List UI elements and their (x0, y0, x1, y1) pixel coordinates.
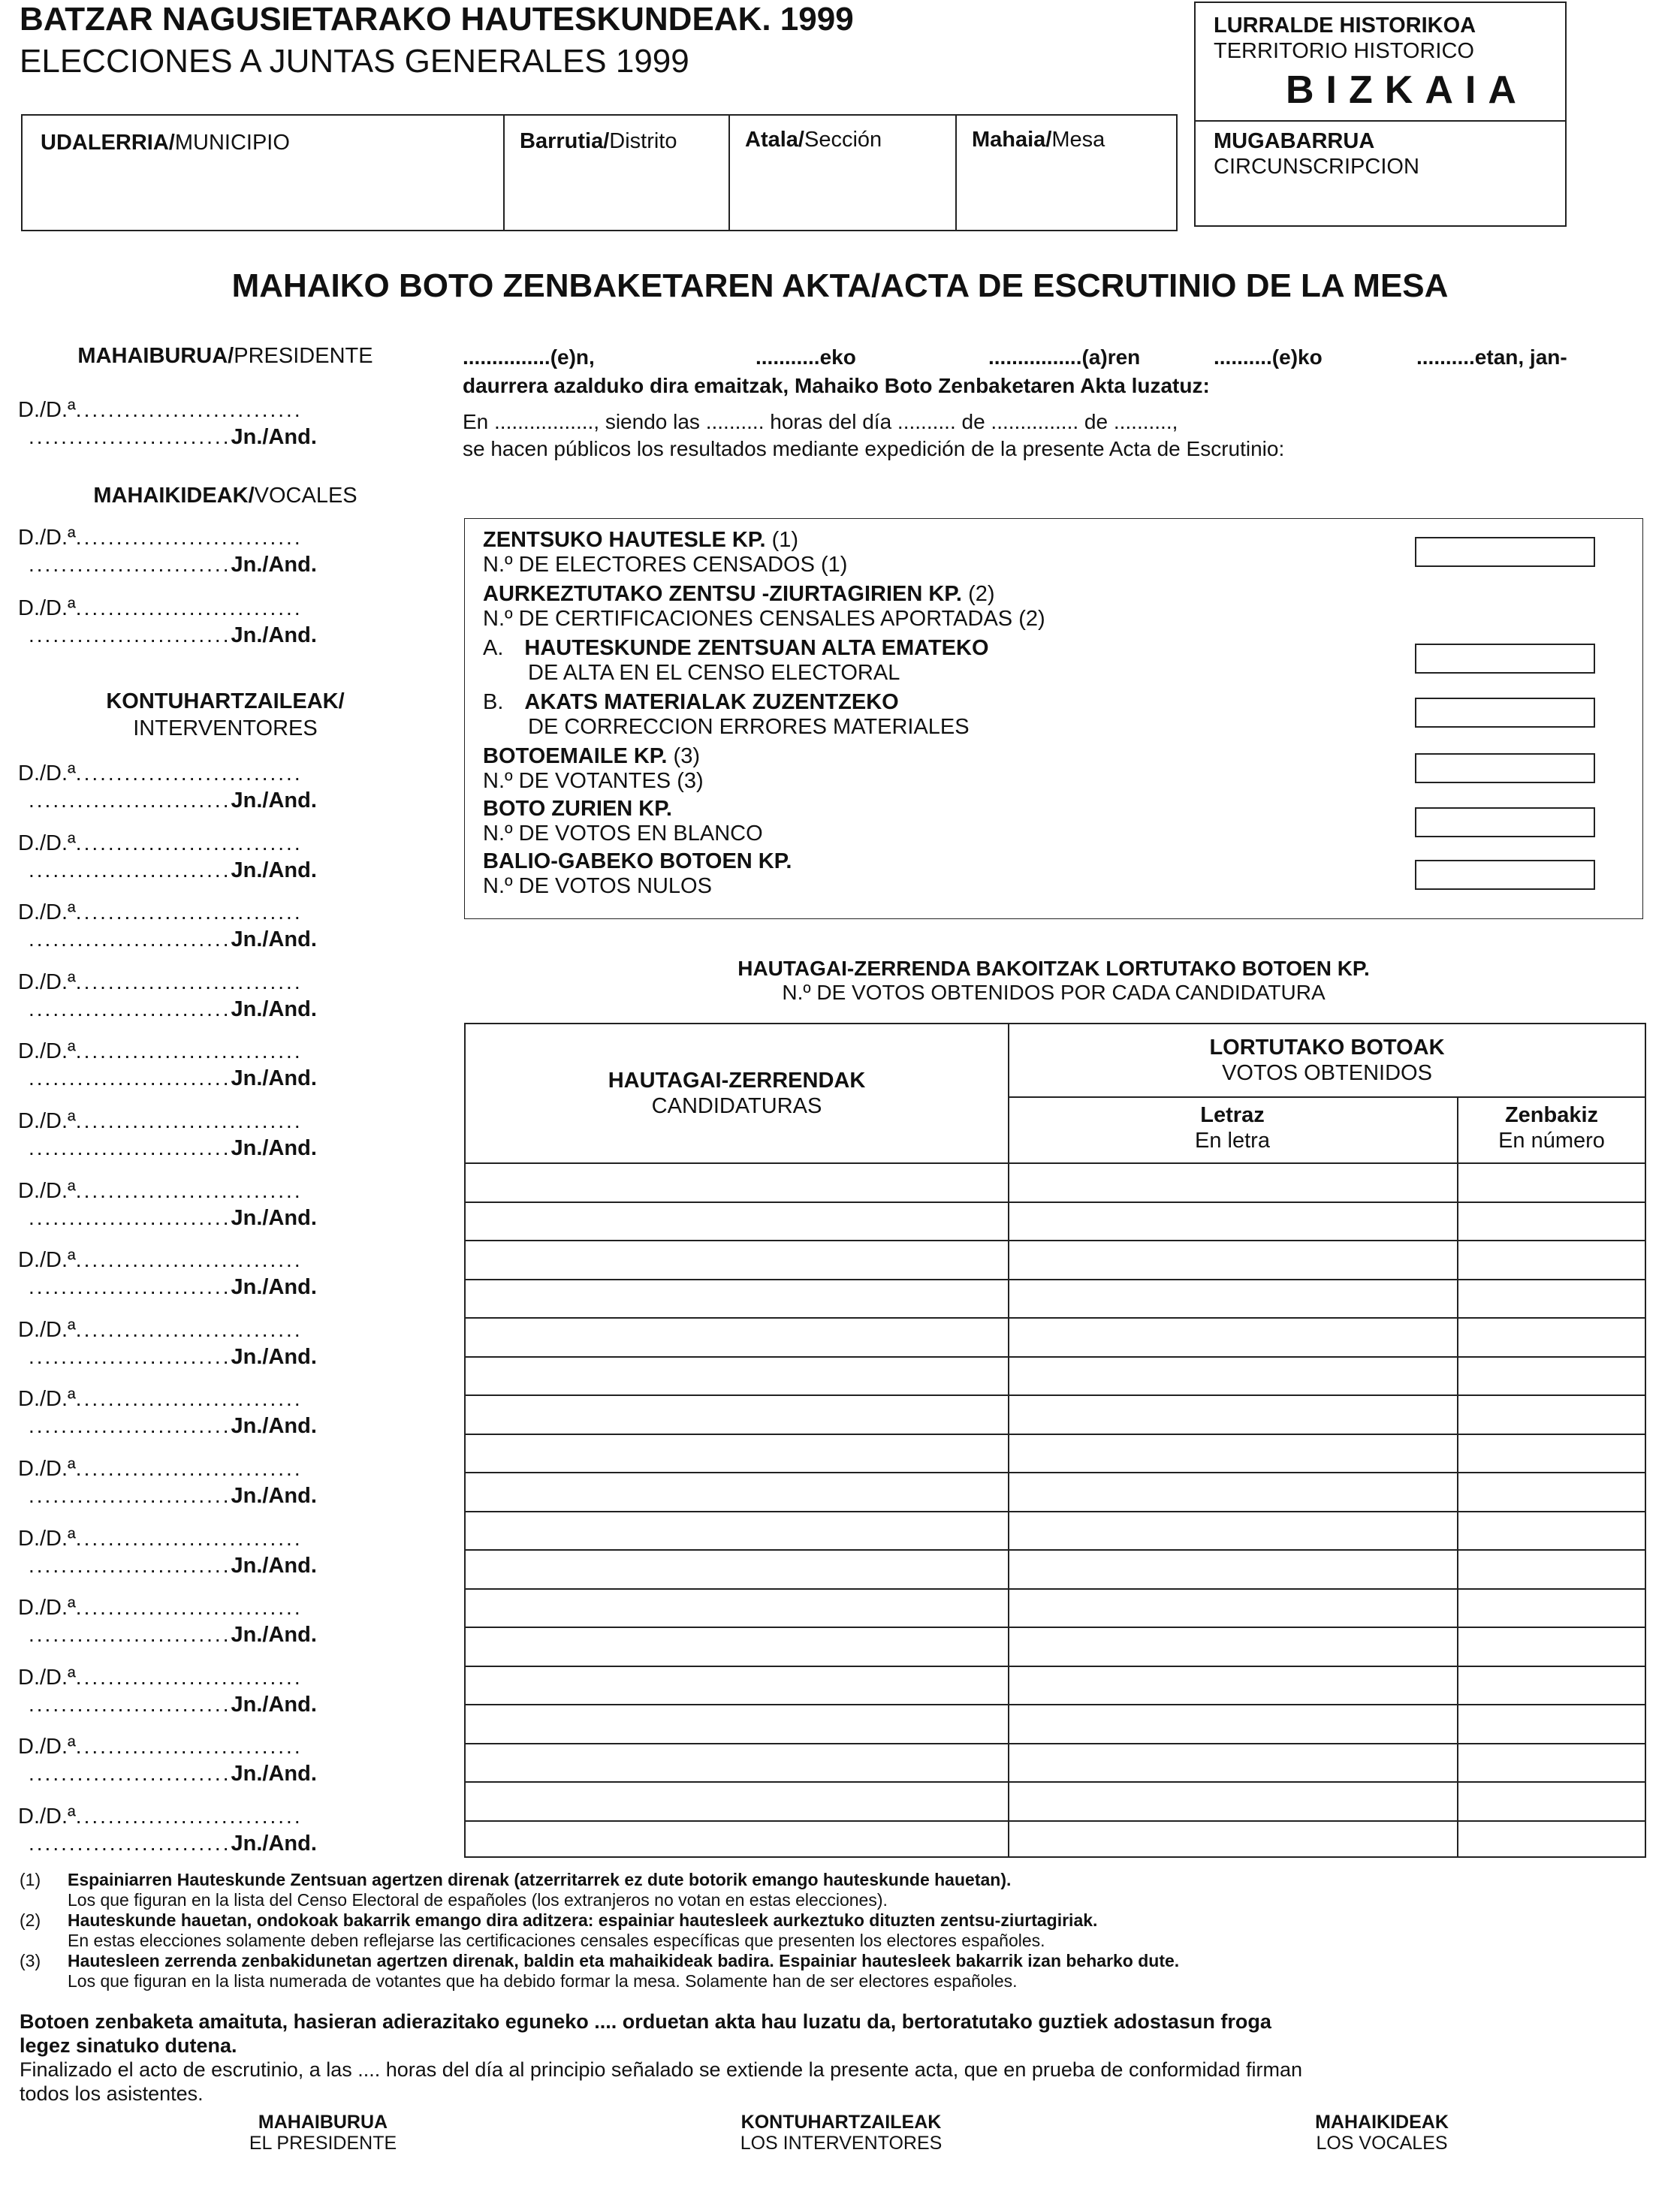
signatory-sign-line[interactable] (29, 623, 317, 648)
signatory-name-line[interactable] (18, 1735, 303, 1759)
dd-label: D./D.ª (18, 1317, 76, 1342)
signatory-name-line[interactable] (18, 900, 303, 925)
certificaciones-label-basque: AURKEZTUTAKO ZENTSU -ZIURTAGIRIEN KP. (483, 582, 962, 606)
and-label: Jn./And. (231, 1414, 317, 1439)
dd-dots: ............................ (75, 1248, 303, 1272)
candidatures-table (464, 1023, 1646, 1858)
dd-label: D./D.ª (18, 1665, 76, 1690)
blanco-label-basque: BOTO ZURIEN KP. (483, 797, 672, 821)
dd-label: D./D.ª (18, 1109, 76, 1133)
footnote-2 (20, 1910, 1657, 1951)
and-label: Jn./And. (231, 1205, 317, 1230)
signature-vocales-spanish: LOS VOCALES (1316, 2133, 1448, 2154)
signatory-name-line[interactable] (18, 1387, 303, 1412)
location-divider-2 (728, 116, 730, 230)
municipio-label-spanish: MUNICIPIO (174, 131, 290, 155)
alta-input[interactable] (1415, 644, 1595, 674)
intro-spanish-line2: se hacen públicos los resultados mediante expedición de la presente Acta de Escrutinio: (463, 437, 1285, 460)
correccion-prefix: B. (483, 690, 504, 714)
seccion-label-basque: Atala/ (745, 128, 804, 152)
intro-month-blank[interactable]: ................(a)ren (988, 345, 1141, 369)
and-dots: ......................... (29, 1414, 231, 1438)
closing-text (20, 2010, 1302, 2106)
electores-label-spanish: N.º DE ELECTORES CENSADOS (1) (483, 553, 848, 577)
signature-vocales-basque: MAHAIKIDEAK (1315, 2112, 1449, 2133)
and-label: Jn./And. (231, 996, 317, 1021)
table-row[interactable] (466, 1240, 1645, 1241)
nulos-input[interactable] (1415, 860, 1595, 890)
table-row[interactable] (466, 1549, 1645, 1551)
table-row[interactable] (466, 1202, 1645, 1203)
and-label: Jn./And. (231, 1692, 317, 1717)
dd-label: D./D.ª (18, 1805, 76, 1829)
and-label: Jn./And. (231, 1484, 317, 1508)
and-label: Jn./And. (231, 1762, 317, 1786)
and-dots: ......................... (29, 1762, 231, 1786)
dd-dots: ............................ (75, 1457, 303, 1480)
and-dots: ......................... (29, 553, 231, 576)
candidatures-header-basque: HAUTAGAI-ZERRENDAK (608, 1069, 866, 1093)
electores-note: (1) (771, 528, 799, 552)
count-nulos (483, 849, 792, 899)
dd-dots: ............................ (75, 596, 303, 620)
numero-header-basque: Zenbakiz (1504, 1103, 1599, 1127)
intro-place-blank[interactable]: ...............(e)n, (463, 345, 595, 369)
blanco-label-spanish: N.º DE VOTOS EN BLANCO (483, 822, 763, 846)
dd-label: D./D.ª (18, 1039, 76, 1064)
signatory-sign-line[interactable] (29, 1832, 317, 1856)
footnote-1 (20, 1870, 1657, 1910)
footnotes (20, 1870, 1657, 1991)
circunscripcion-label-spanish: CIRCUNSCRIPCION (1214, 155, 1419, 179)
signatory-sign-line[interactable] (29, 1136, 317, 1161)
signatory-name-line[interactable] (18, 398, 303, 423)
territory-label-spanish: TERRITORIO HISTORICO (1214, 39, 1474, 63)
count-alta (483, 636, 989, 686)
and-label: Jn./And. (231, 858, 317, 882)
mesa-label-basque: Mahaia/ (972, 128, 1052, 152)
alta-label-spanish: DE ALTA EN EL CENSO ELECTORAL (528, 661, 900, 685)
signatory-name-line[interactable] (18, 1248, 303, 1273)
count-electores (483, 528, 847, 577)
candidatures-header-spanish: CANDIDATURAS (651, 1094, 822, 1118)
table-header-bottom (466, 1162, 1645, 1164)
dd-dots: ............................ (75, 1387, 303, 1411)
circunscripcion-label-basque: MUGABARRUA (1214, 129, 1375, 153)
dd-dots: ............................ (75, 526, 303, 549)
and-label: Jn./And. (231, 425, 317, 449)
and-dots: ......................... (29, 1066, 231, 1090)
and-dots: ......................... (29, 425, 231, 448)
dd-label: D./D.ª (18, 1526, 76, 1551)
and-dots: ......................... (29, 1692, 231, 1716)
signatory-sign-line[interactable] (29, 1414, 317, 1439)
signature-president[interactable] (173, 2112, 473, 2154)
territory-divider (1196, 120, 1565, 122)
and-label: Jn./And. (231, 1066, 317, 1091)
electores-label-basque: ZENTSUKO HAUTESLE KP. (483, 528, 766, 552)
interventores-heading-basque: KONTUHARTZAILEAK/ (106, 689, 345, 713)
correccion-label-basque: AKATS MATERIALAK ZUZENTZEKO (524, 690, 899, 714)
intro-day-blank[interactable]: ..........(e)ko (1214, 345, 1323, 369)
closing-spanish-line2: todos los asistentes. (20, 2082, 204, 2105)
dd-dots: ............................ (75, 1735, 303, 1759)
dd-dots: ............................ (75, 761, 303, 785)
dd-label: D./D.ª (18, 1178, 76, 1203)
distrito-field[interactable] (520, 129, 677, 154)
location-divider-1 (503, 116, 505, 230)
and-label: Jn./And. (231, 1136, 317, 1160)
certificaciones-note: (2) (968, 582, 995, 606)
signatory-sign-line[interactable] (29, 788, 317, 813)
mesa-label-spanish: Mesa (1051, 128, 1105, 152)
and-label: Jn./And. (231, 623, 317, 647)
and-dots: ......................... (29, 927, 231, 951)
nulos-label-spanish: N.º DE VOTOS NULOS (483, 874, 712, 898)
intro-hour-blank[interactable]: ..........etan, jan- (1416, 345, 1567, 369)
signatory-sign-line[interactable] (29, 858, 317, 883)
and-dots: ......................... (29, 623, 231, 647)
alta-prefix: A. (483, 636, 504, 660)
signatory-sign-line[interactable] (29, 425, 317, 450)
signatory-name-line[interactable] (18, 1596, 303, 1621)
count-correccion (483, 690, 970, 740)
signatory-sign-line[interactable] (29, 1623, 317, 1648)
dd-dots: ............................ (75, 1665, 303, 1689)
signatory-name-line[interactable] (18, 1109, 303, 1134)
dd-label: D./D.ª (18, 1596, 76, 1621)
and-label: Jn./And. (231, 1344, 317, 1369)
votantes-input[interactable] (1415, 753, 1595, 783)
territory-name: BIZKAIA (1286, 68, 1528, 112)
blanco-input[interactable] (1415, 807, 1595, 837)
title-basque: BATZAR NAGUSIETARAKO HAUTESKUNDEAK. 1999 (20, 1, 854, 38)
dd-label: D./D.ª (18, 1387, 76, 1412)
dd-label: D./D.ª (18, 1735, 76, 1759)
numero-header (1457, 1102, 1646, 1153)
and-dots: ......................... (29, 996, 231, 1021)
and-dots: ......................... (29, 788, 231, 812)
closing-basque-line2: legez sinatuko dutena. (20, 2034, 237, 2057)
table-row[interactable] (466, 1781, 1645, 1783)
footnote-1-spanish: Los que figuran en la lista del Censo Electoral de españoles (los extranjeros no votan en estas elecciones). (68, 1890, 888, 1910)
dd-label: D./D.ª (18, 398, 76, 422)
dd-dots: ............................ (75, 1596, 303, 1620)
dd-label: D./D.ª (18, 831, 76, 855)
dd-dots: ............................ (75, 1178, 303, 1202)
correccion-label-spanish: DE CORRECCION ERRORES MATERIALES (528, 715, 970, 739)
intro-basque-line2: daurrera azalduko dira emaitzak, Mahaiko Boto Zenbaketaren Akta luzatuz: (463, 374, 1210, 397)
signatory-sign-line[interactable] (29, 1345, 317, 1370)
dd-dots: ............................ (75, 398, 303, 421)
table-row[interactable] (466, 1627, 1645, 1628)
and-label: Jn./And. (231, 1623, 317, 1648)
distrito-label-spanish: Distrito (609, 129, 677, 153)
votes-header-spanish: VOTOS OBTENIDOS (1222, 1061, 1432, 1085)
vocales-heading (15, 484, 436, 508)
votes-header (1008, 1035, 1646, 1086)
letra-header-basque: Letraz (1200, 1103, 1265, 1127)
votantes-label-basque: BOTOEMAILE KP. (483, 744, 668, 768)
table-row[interactable] (466, 1743, 1645, 1744)
closing-spanish-line1: Finalizado el acto de escrutinio, a las .... horas del día al principio señalado se extiende la presente acta, que en prueba de conformidad firman (20, 2058, 1303, 2081)
and-dots: ......................... (29, 1832, 231, 1855)
signatory-name-line[interactable] (18, 1666, 303, 1690)
nulos-label-basque: BALIO-GABEKO BOTOEN KP. (483, 849, 792, 873)
votes-title-basque: HAUTAGAI-ZERRENDA BAKOITZAK LORTUTAKO BOTOEN KP. (737, 957, 1370, 980)
dd-dots: ............................ (75, 831, 303, 855)
signatory-name-line[interactable] (18, 1457, 303, 1482)
signatory-sign-line[interactable] (29, 553, 317, 577)
signatory-sign-line[interactable] (29, 927, 317, 952)
signatory-name-line[interactable] (18, 1805, 303, 1829)
dd-dots: ............................ (75, 1805, 303, 1828)
interventores-heading-spanish: INTERVENTORES (133, 716, 318, 740)
signatory-name-line[interactable] (18, 1179, 303, 1204)
signature-interventores-basque: KONTUHARTZAILEAK (740, 2112, 942, 2133)
candidatures-header (466, 1068, 1008, 1119)
letra-header-spanish: En letra (1195, 1129, 1270, 1153)
signatory-name-line[interactable] (18, 1527, 303, 1551)
table-row[interactable] (466, 1394, 1645, 1396)
votes-title-spanish: N.º DE VOTOS OBTENIDOS POR CADA CANDIDATURA (782, 981, 1326, 1004)
distrito-label-basque: Barrutia/ (520, 129, 610, 153)
footnote-3-basque: Hautesleen zerrenda zenbakidunetan agertzen direnak, baldin eta mahaikideak badira. Espainiar hautesleek bakarrik izan beharko dute. (68, 1951, 1180, 1970)
counts-box (464, 518, 1643, 919)
footnote-1-number: (1) (20, 1870, 41, 1889)
and-dots: ......................... (29, 1205, 231, 1229)
footnote-3 (20, 1951, 1657, 1991)
footnote-3-spanish: Los que figuran en la lista numerada de votantes que ha debido formar la mesa. Solamente han de ser electores españoles. (68, 1971, 1018, 1991)
signatory-sign-line[interactable] (29, 1554, 317, 1578)
and-label: Jn./And. (231, 1275, 317, 1300)
dd-label: D./D.ª (18, 761, 76, 785)
dd-label: D./D.ª (18, 1457, 76, 1481)
signature-president-basque: MAHAIBURUA (258, 2112, 388, 2133)
table-row[interactable] (466, 1588, 1645, 1590)
count-blanco (483, 797, 763, 846)
dd-dots: ............................ (75, 1039, 303, 1063)
territory-label-basque: LURRALDE HISTORIKOA (1214, 14, 1476, 38)
and-label: Jn./And. (231, 1832, 317, 1856)
numero-header-spanish: En número (1498, 1129, 1605, 1153)
municipio-label-basque: UDALERRIA/ (41, 131, 175, 155)
intro-basque-line1 (463, 345, 1642, 371)
dd-dots: ............................ (75, 900, 303, 924)
table-header-subdivider (1008, 1096, 1645, 1098)
dd-dots: ............................ (75, 1526, 303, 1550)
signatory-sign-line[interactable] (29, 1206, 317, 1231)
signature-vocales[interactable] (1232, 2112, 1532, 2154)
table-row[interactable] (466, 1356, 1645, 1358)
and-dots: ......................... (29, 1553, 231, 1577)
dd-label: D./D.ª (18, 900, 76, 925)
footnote-2-basque: Hauteskunde hauetan, ondokoak bakarrik emango dira aditzera: espainiar hautesleek aurkeztuko dituzten zentsu-ziurtagiriak. (68, 1910, 1098, 1930)
dd-dots: ............................ (75, 1109, 303, 1132)
letra-header (1008, 1102, 1457, 1153)
and-label: Jn./And. (231, 788, 317, 813)
signature-interventores[interactable] (683, 2112, 999, 2154)
signatory-sign-line[interactable] (29, 1275, 317, 1300)
table-row[interactable] (466, 1820, 1645, 1822)
seccion-label-spanish: Sección (804, 128, 882, 152)
signature-interventores-spanish: LOS INTERVENTORES (740, 2133, 943, 2154)
signatory-sign-line[interactable] (29, 1693, 317, 1717)
and-dots: ......................... (29, 1344, 231, 1368)
intro-spanish-line1: En ................., siendo las .......... horas del día .......... de ............... de .........., (463, 410, 1178, 433)
and-dots: ......................... (29, 1484, 231, 1507)
and-label: Jn./And. (231, 927, 317, 952)
title-spanish: ELECCIONES A JUNTAS GENERALES 1999 (20, 43, 689, 80)
dd-label: D./D.ª (18, 1248, 76, 1273)
dd-dots: ............................ (75, 1317, 303, 1341)
footnote-2-number: (2) (20, 1910, 41, 1930)
signatory-sign-line[interactable] (29, 1484, 317, 1509)
mesa-field[interactable] (972, 128, 1105, 152)
location-divider-3 (955, 116, 957, 230)
territory-box (1194, 2, 1567, 227)
table-row[interactable] (466, 1666, 1645, 1667)
table-row[interactable] (466, 1317, 1645, 1319)
table-row[interactable] (466, 1511, 1645, 1512)
and-dots: ......................... (29, 1275, 231, 1299)
footnote-3-number: (3) (20, 1951, 41, 1970)
signatory-sign-line[interactable] (29, 997, 317, 1022)
signatory-name-line[interactable] (18, 761, 303, 786)
table-row[interactable] (466, 1704, 1645, 1705)
and-label: Jn./And. (231, 553, 317, 577)
and-dots: ......................... (29, 1136, 231, 1159)
signatory-sign-line[interactable] (29, 1066, 317, 1091)
seccion-field[interactable] (745, 128, 882, 152)
and-dots: ......................... (29, 1623, 231, 1647)
dd-label: D./D.ª (18, 526, 76, 550)
signature-president-spanish: EL PRESIDENTE (249, 2133, 397, 2154)
count-votantes (483, 744, 704, 794)
president-heading-basque: MAHAIBURUA/ (77, 344, 234, 368)
votantes-note: (3) (673, 744, 700, 768)
vocales-heading-basque: MAHAIKIDEAK/ (93, 484, 255, 508)
electores-input[interactable] (1415, 537, 1595, 567)
votantes-label-spanish: N.º DE VOTANTES (3) (483, 769, 704, 793)
signatory-name-line[interactable] (18, 1039, 303, 1064)
signatory-name-line[interactable] (18, 596, 303, 621)
footnote-1-basque: Espainiarren Hauteskunde Zentsuan agertzen direnak (atzerritarrek ez dute botorik emango hauteskunde hauetan). (68, 1870, 1012, 1889)
president-heading (15, 344, 436, 369)
certificaciones-label-spanish: N.º DE CERTIFICACIONES CENSALES APORTADAS (2) (483, 607, 1045, 631)
count-certificaciones (483, 582, 1045, 632)
closing-basque-line1: Botoen zenbaketa amaituta, hasieran adierazitako eguneko .... orduetan akta hau luzatu da, bertoratutako guztiek adostasun froga (20, 2010, 1271, 2033)
table-row[interactable] (466, 1434, 1645, 1435)
signatory-sign-line[interactable] (29, 1762, 317, 1786)
table-row[interactable] (466, 1279, 1645, 1280)
dd-label: D./D.ª (18, 596, 76, 620)
table-row[interactable] (466, 1472, 1645, 1473)
signatory-name-line[interactable] (18, 526, 303, 550)
dd-label: D./D.ª (18, 969, 76, 994)
signatory-name-line[interactable] (18, 970, 303, 995)
correccion-input[interactable] (1415, 698, 1595, 728)
votes-header-basque: LORTUTAKO BOTOAK (1209, 1036, 1445, 1060)
alta-label-basque: HAUTESKUNDE ZENTSUAN ALTA EMATEKO (524, 636, 989, 660)
signatory-name-line[interactable] (18, 831, 303, 856)
and-dots: ......................... (29, 858, 231, 882)
signatory-name-line[interactable] (18, 1318, 303, 1343)
dd-dots: ............................ (75, 969, 303, 993)
vocales-heading-spanish: VOCALES (254, 484, 357, 508)
footnote-2-spanish: En estas elecciones solamente deben reflejarse las certificaciones censales específicas que presenten los electores españoles. (68, 1931, 1045, 1950)
intro-year-blank[interactable]: ...........eko (756, 345, 856, 369)
and-label: Jn./And. (231, 1553, 317, 1578)
president-heading-spanish: PRESIDENTE (234, 344, 373, 368)
main-title: MAHAIKO BOTO ZENBAKETAREN AKTA/ACTA DE ESCRUTINIO DE LA MESA (231, 267, 1449, 304)
